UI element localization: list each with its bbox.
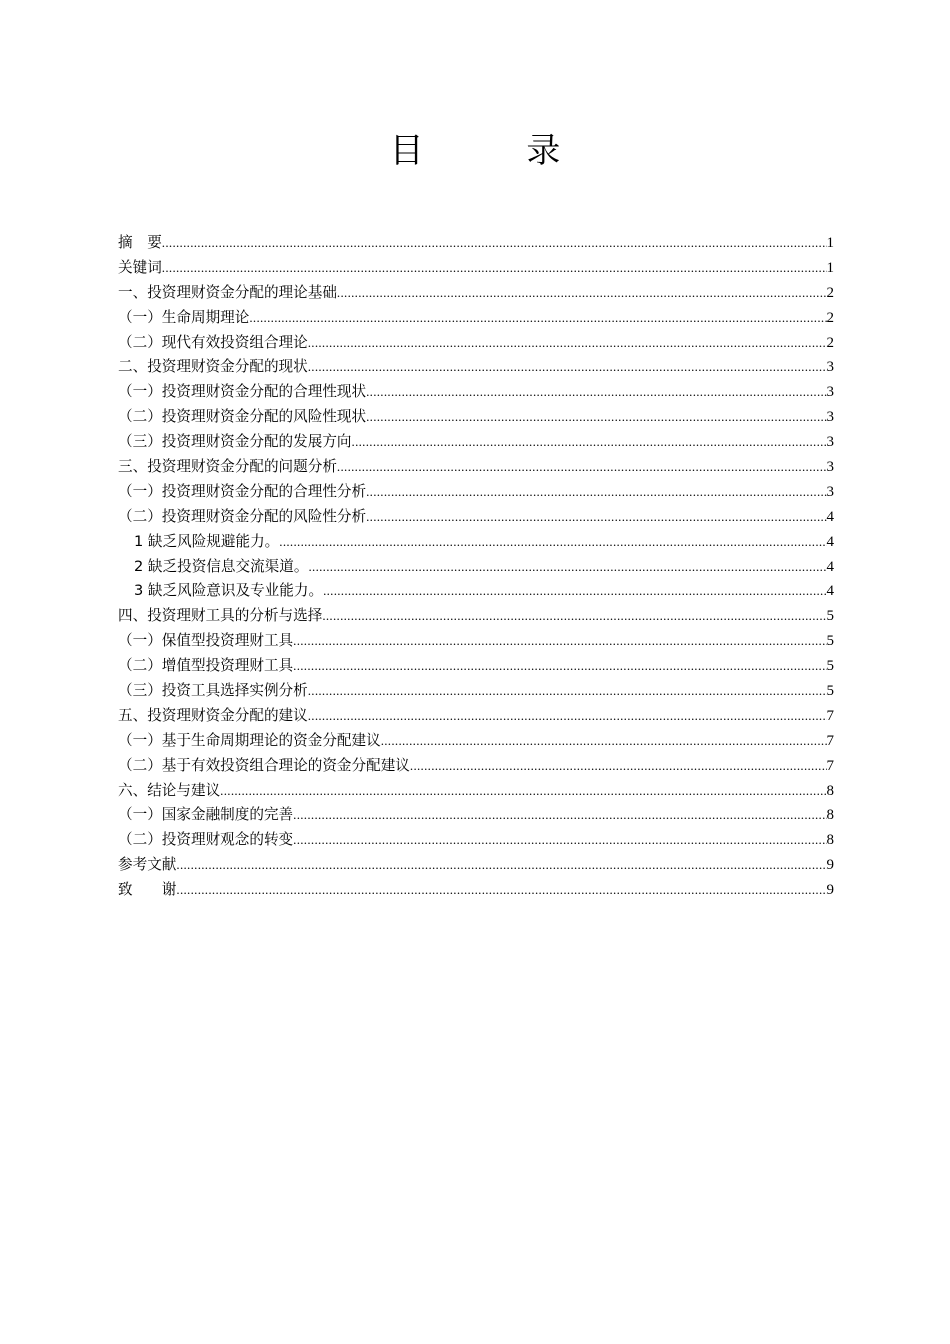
toc-leader-dots (162, 256, 827, 281)
toc-entry-label: 关键词 (118, 258, 162, 276)
toc-entry-label: 致 谢 (118, 881, 177, 899)
toc-leader-dots (279, 530, 826, 555)
toc-entry[interactable] (118, 803, 834, 828)
toc-entry-label: 参考文献 (118, 856, 177, 874)
toc-entry-page-number: 1 (826, 259, 834, 276)
toc-entry[interactable] (118, 604, 834, 629)
toc-leader-dots (162, 231, 827, 256)
toc-leader-dots (308, 679, 827, 704)
toc-entry-page-number: 3 (826, 483, 834, 500)
toc-entry-label: （二）基于有效投资组合理论的资金分配建议 (118, 756, 410, 774)
toc-entry-page-number: 8 (826, 832, 834, 849)
toc-leader-dots (366, 480, 826, 505)
toc-entry-label: （二）投资理财资金分配的风险性分析 (118, 507, 367, 525)
toc-leader-dots (410, 754, 827, 779)
toc-entry[interactable] (118, 729, 834, 754)
toc-entry[interactable] (118, 331, 834, 356)
toc-leader-dots (322, 604, 826, 629)
toc-entry[interactable] (118, 679, 834, 704)
toc-entry-label: 一、投资理财资金分配的理论基础 (118, 283, 337, 301)
toc-entry-label: 3 缺乏风险意识及专业能力。 (134, 582, 324, 600)
toc-entry-page-number: 5 (826, 633, 834, 650)
toc-entry-label: 六、结论与建议 (118, 781, 221, 799)
toc-leader-dots (176, 853, 826, 878)
toc-leader-dots (337, 455, 827, 480)
toc-entry[interactable] (118, 256, 834, 281)
toc-entry[interactable] (118, 779, 834, 804)
toc-entry[interactable] (118, 355, 834, 380)
toc-entry-label: （二）增值型投资理财工具 (118, 657, 294, 675)
toc-entry[interactable] (118, 455, 834, 480)
toc-entry-label: （一）生命周期理论 (118, 308, 250, 326)
toc-entry[interactable] (118, 654, 834, 679)
toc-entry-page-number: 1 (826, 234, 834, 251)
toc-leader-dots (176, 878, 826, 903)
toc-entry[interactable] (118, 555, 834, 580)
toc-leader-dots (293, 654, 826, 679)
toc-entry-label: （一）基于生命周期理论的资金分配建议 (118, 731, 381, 749)
table-of-contents (118, 231, 834, 903)
toc-entry[interactable] (118, 405, 834, 430)
toc-leader-dots (337, 281, 827, 306)
toc-entry-page-number: 3 (826, 459, 834, 475)
toc-leader-dots (352, 430, 827, 455)
toc-entry-page-number: 3 (826, 434, 834, 451)
toc-entry-page-number: 7 (826, 732, 834, 749)
toc-leader-dots (308, 555, 826, 580)
toc-entry-page-number: 9 (826, 857, 834, 874)
toc-entry[interactable] (118, 281, 834, 306)
toc-leader-dots (366, 405, 826, 430)
toc-entry-label: （二）现代有效投资组合理论 (118, 333, 308, 351)
toc-entry[interactable] (118, 579, 834, 604)
toc-entry-label: 五、投资理财资金分配的建议 (118, 706, 308, 724)
toc-entry[interactable] (118, 505, 834, 530)
toc-leader-dots (293, 629, 826, 654)
toc-entry-page-number: 7 (826, 757, 834, 774)
toc-entry-label: 三、投资理财资金分配的问题分析 (118, 458, 337, 475)
toc-leader-dots (293, 828, 826, 853)
toc-entry-page-number: 5 (826, 683, 834, 700)
toc-leader-dots (293, 803, 826, 828)
toc-entry-label: （一）国家金融制度的完善 (118, 806, 294, 824)
toc-leader-dots (308, 331, 827, 356)
toc-entry-page-number: 2 (826, 334, 834, 351)
toc-entry-label: 摘 要 (118, 233, 162, 251)
toc-entry-page-number: 7 (826, 707, 834, 724)
toc-entry-label: （三）投资理财资金分配的发展方向 (118, 433, 352, 451)
toc-entry-label: 四、投资理财工具的分析与选择 (118, 607, 323, 625)
toc-leader-dots (323, 579, 826, 604)
toc-entry[interactable] (118, 828, 834, 853)
toc-entry-page-number: 8 (826, 807, 834, 824)
toc-entry-page-number: 9 (826, 882, 834, 899)
toc-entry-label: （三）投资工具选择实例分析 (118, 682, 308, 700)
toc-entry-label: 1 缺乏风险规避能力。 (134, 532, 280, 550)
toc-entry-page-number: 5 (826, 608, 834, 625)
toc-entry-page-number: 4 (826, 558, 834, 575)
toc-entry-page-number: 8 (826, 782, 834, 799)
toc-leader-dots (366, 380, 826, 405)
toc-entry-page-number: 4 (826, 583, 834, 600)
toc-leader-dots (366, 505, 826, 530)
page-title: 目 录 (389, 131, 607, 171)
toc-entry[interactable] (118, 754, 834, 779)
toc-entry[interactable] (118, 629, 834, 654)
toc-entry-page-number: 3 (826, 409, 834, 426)
toc-entry[interactable] (118, 231, 834, 256)
toc-entry-page-number: 2 (826, 284, 834, 301)
toc-entry-page-number: 4 (826, 508, 834, 525)
toc-leader-dots (308, 704, 827, 729)
toc-leader-dots (249, 306, 826, 331)
toc-entry-page-number: 3 (826, 359, 834, 376)
toc-entry[interactable] (118, 380, 834, 405)
toc-entry[interactable] (118, 530, 834, 555)
toc-entry-label: 二、投资理财资金分配的现状 (118, 358, 308, 376)
toc-entry-label: （二）投资理财资金分配的风险性现状 (118, 408, 367, 426)
toc-leader-dots (220, 779, 826, 804)
toc-entry-label: （一）投资理财资金分配的合理性分析 (118, 482, 367, 500)
toc-entry[interactable] (118, 430, 834, 455)
toc-entry[interactable] (118, 853, 834, 878)
toc-leader-dots (381, 729, 827, 754)
toc-entry-page-number: 5 (826, 658, 834, 675)
toc-entry[interactable] (118, 704, 834, 729)
toc-entry-label: （二）投资理财观念的转变 (118, 831, 294, 849)
toc-entry[interactable] (118, 480, 834, 505)
toc-entry-label: （一）保值型投资理财工具 (118, 632, 294, 650)
toc-entry[interactable] (118, 306, 834, 331)
toc-entry-label: （一）投资理财资金分配的合理性现状 (118, 383, 367, 401)
toc-entry[interactable] (118, 878, 834, 903)
toc-entry-page-number: 2 (826, 309, 834, 326)
toc-leader-dots (308, 355, 827, 380)
toc-entry-page-number: 4 (826, 533, 834, 550)
toc-entry-label: 2 缺乏投资信息交流渠道。 (134, 557, 309, 575)
toc-entry-page-number: 3 (826, 384, 834, 401)
